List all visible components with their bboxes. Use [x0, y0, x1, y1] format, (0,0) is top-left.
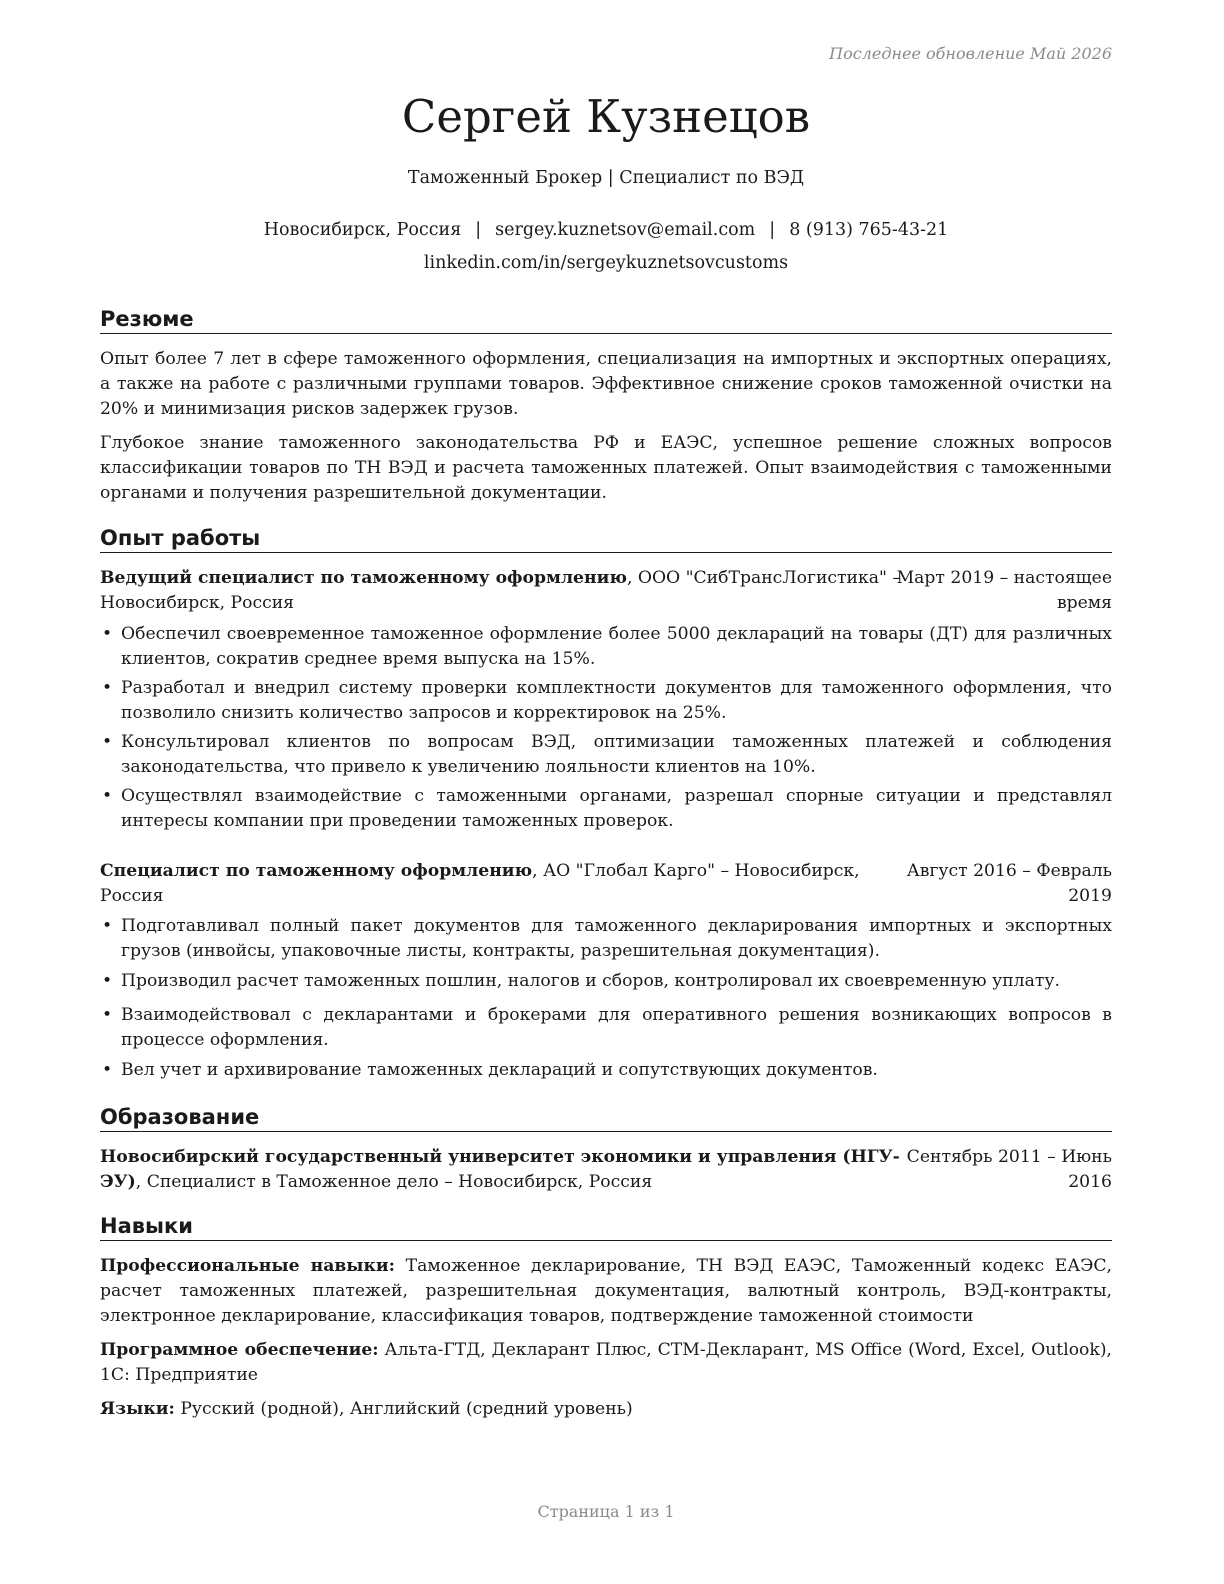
job-role: Специалист по таможенному оформлению: [100, 861, 533, 881]
list-item: • Консультировал клиентов по вопросам ВЭД, оптимизации таможенных платежей и соблюдения законодательства, что привело к увеличению лояльности клиентов на 10%.: [100, 730, 1112, 780]
list-item: • Осуществлял взаимодействие с таможенными органами, разрешал спорные ситуации и представлял интересы компании при проведении таможенных проверок.: [100, 784, 1112, 834]
candidate-name: Сергей Кузнецов: [401, 90, 811, 143]
linkedin-link[interactable]: linkedin.com/in/sergeykuznetsovcustoms: [423, 253, 789, 273]
list-item: • Подготавливал полный пакет документов для таможенного декларирования импортных и экспортных грузов (инвойсы, упаковочные листы, контракты, разрешительная документация).: [100, 914, 1112, 964]
skill-group: [100, 1338, 1112, 1388]
contact-line: [100, 220, 1112, 240]
list-item: • Вел учет и архивирование таможенных деклараций и сопутствующих документов.: [100, 1058, 1112, 1083]
job-bullets: [100, 914, 1112, 1083]
education-title-block: [100, 1145, 900, 1195]
skill-label: Программное обеспечение:: [100, 1340, 379, 1360]
section-title-education: Образование: [100, 1103, 1112, 1132]
list-item: • Производил расчет таможенных пошлин, налогов и сборов, контролировал их своевременную уплату.: [100, 969, 1112, 994]
job-company: , ООО "СибТрансЛогистика" –: [626, 568, 901, 588]
skill-group: [100, 1397, 1112, 1422]
job-location: Россия: [100, 886, 164, 906]
list-item: • Обеспечил своевременное таможенное оформление более 5000 деклараций на товары (ДТ) для различных клиентов, сократив среднее время выпуска на 15%.: [100, 622, 1112, 672]
skill-label: Профессиональные навыки:: [100, 1256, 396, 1276]
job-header: [100, 566, 1112, 616]
education-entry: [100, 1145, 1112, 1195]
education-dates: [907, 1145, 1112, 1195]
job-header: [100, 859, 1112, 909]
school-name: Новосибирский государственный университет экономики и управления (НГУ-: [100, 1147, 900, 1167]
job-dates-line: 2019: [1068, 886, 1112, 906]
section-title-summary: Резюме: [100, 305, 1112, 334]
list-item: • Разработал и внедрил систему проверки комплектности документов для таможенного оформления, что позволило снизить количество запросов и корректировок на 25%.: [100, 676, 1112, 726]
summary-paragraph: Глубокое знание таможенного законодательства РФ и ЕАЭС, успешное решение сложных вопросов классификации товаров по ТН ВЭД и расчета таможенных платежей. Опыт взаимодействия с таможенными органами и получения разрешительной документации.: [100, 433, 1112, 503]
school-name-end: ЭУ): [100, 1172, 136, 1192]
education-dates-line: 2016: [1068, 1172, 1112, 1192]
skill-group: [100, 1254, 1112, 1329]
education-dates-line: Сентябрь 2011 – Июнь: [906, 1147, 1112, 1167]
job-role: Ведущий специалист по таможенному оформлению: [100, 568, 627, 588]
summary-paragraph: Опыт более 7 лет в сфере таможенного оформления, специализация на импортных и экспортных операциях, а также на работе с различными группами товаров. Эффективное снижение сроков таможенной очистки на 20% и минимизация рисков задержек грузов.: [100, 349, 1112, 419]
last-updated-note: Последнее обновление Май 2026: [829, 44, 1112, 63]
job-dates: [907, 859, 1112, 909]
education-details-line: [100, 1170, 900, 1195]
contact-separator: |: [769, 220, 776, 240]
job-dates-line: Август 2016 – Февраль: [906, 861, 1112, 881]
contact-separator: |: [475, 220, 482, 240]
skill-value: Русский (родной), Английский (средний уровень): [174, 1399, 633, 1419]
job-title-block: [100, 566, 901, 616]
section-title-skills: Навыки: [100, 1212, 1112, 1241]
job-title-block: [100, 859, 860, 909]
degree-details: , Специалист в Таможенное дело – Новосибирск, Россия: [135, 1172, 653, 1192]
location-text: Новосибирск, Россия: [263, 220, 462, 240]
skill-label: Языки:: [100, 1399, 175, 1419]
job-dates-line: Март 2019 – настоящее: [896, 568, 1112, 588]
candidate-headline: Таможенный Брокер | Специалист по ВЭД: [407, 168, 805, 188]
skill-value: Альта-ГТД, Декларант Плюс, СТМ-Декларант, MS Office (Word, Excel, Outlook), 1С: Предприятие: [100, 1340, 1112, 1385]
page-number: Страница 1 из 1: [537, 1502, 675, 1521]
phone-text: 8 (913) 765-43-21: [789, 220, 949, 240]
skill-value: Таможенное декларирование, ТН ВЭД ЕАЭС, Таможенный кодекс ЕАЭС, расчет таможенных платежей, разрешительная документация, валютный контроль, ВЭД-контракты, электронное декларирование, классификация товаров, подтверждение таможенной стоимости: [100, 1256, 1112, 1326]
list-item: • Взаимодействовал с декларантами и брокерами для оперативного решения возникающих вопросов в процессе оформления.: [100, 1003, 1112, 1053]
job-dates: [897, 566, 1112, 616]
job-location: Новосибирск, Россия: [100, 593, 295, 613]
job-company: , АО "Глобал Карго" – Новосибирск,: [532, 861, 860, 881]
resume-page: [100, 0, 1112, 1584]
email-link[interactable]: sergey.kuznetsov@email.com: [495, 220, 756, 240]
job-bullets: [100, 622, 1112, 834]
job-dates-line: время: [1056, 593, 1112, 613]
section-title-experience: Опыт работы: [100, 524, 1112, 553]
